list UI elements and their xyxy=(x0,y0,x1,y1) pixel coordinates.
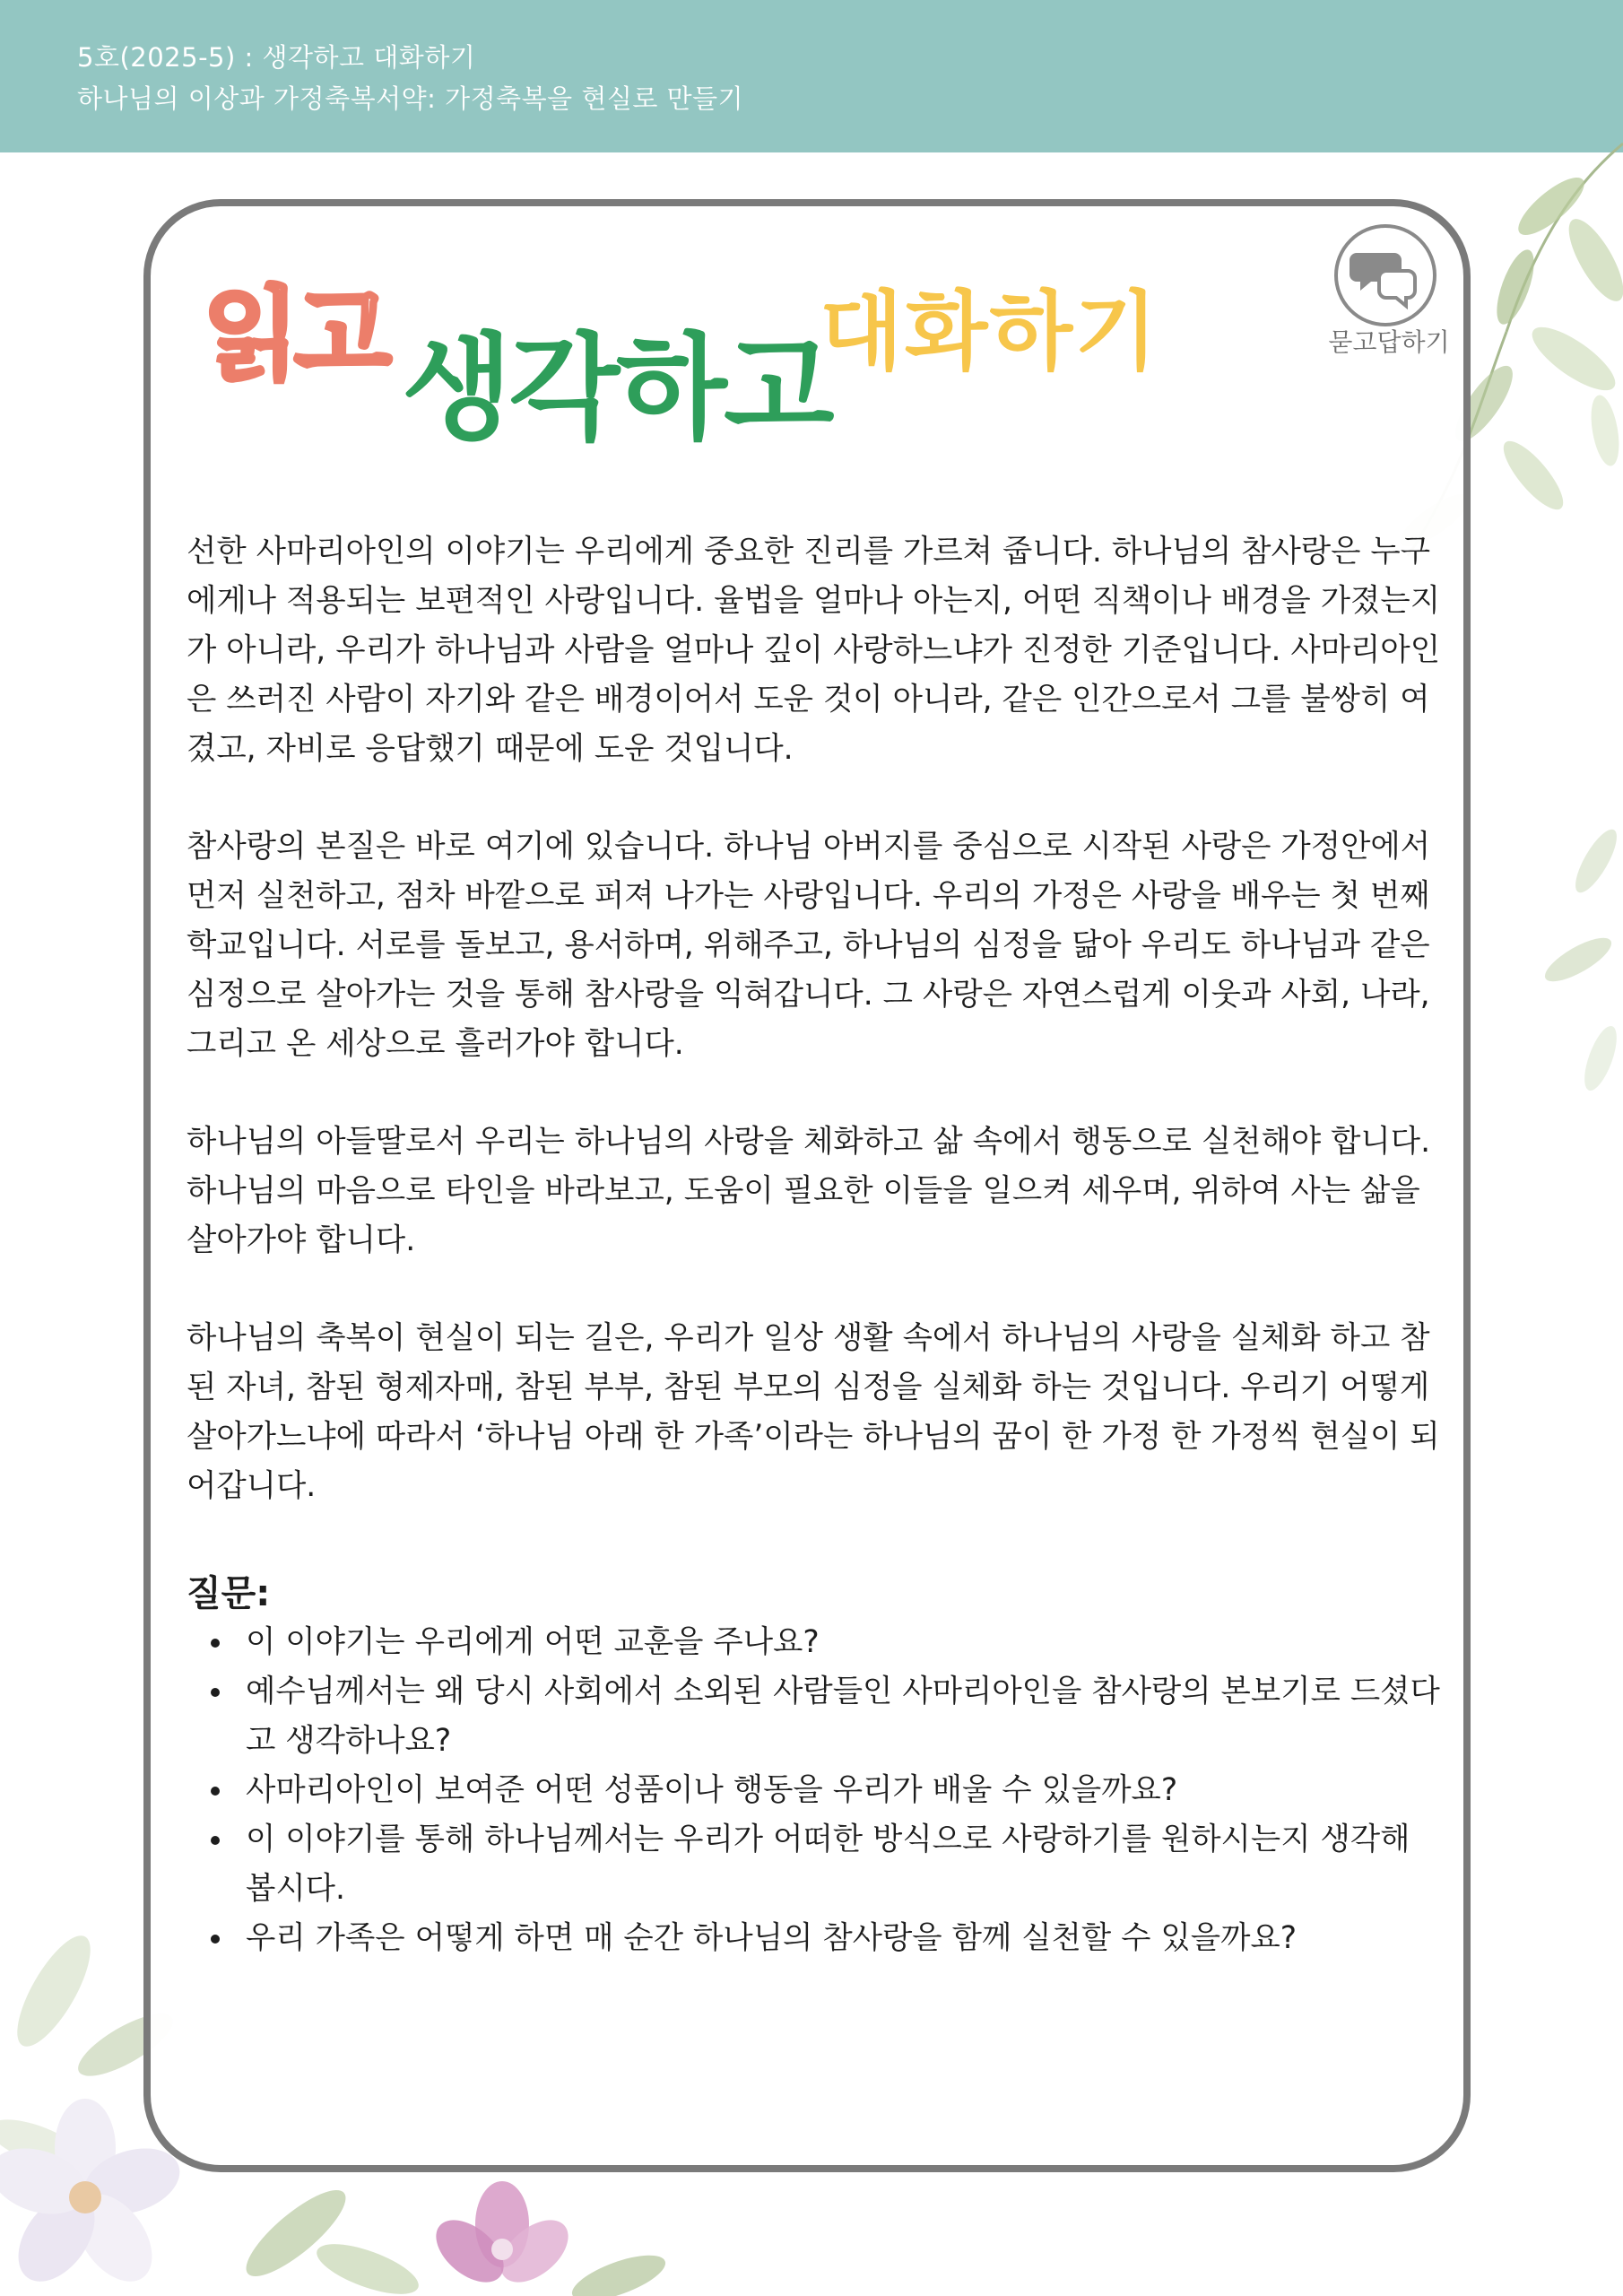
speech-bubbles-icon xyxy=(1332,222,1438,328)
article-body xyxy=(187,527,1442,1560)
questions-heading: 질문: xyxy=(187,1573,271,1614)
leaf-branch-decoration-icon xyxy=(1515,807,1623,1166)
paragraph: 선한 사마리아인의 이야기는 우리에게 중요한 진리를 가르쳐 줍니다. 하나님의 참사랑은 누구에게나 적용되는 보편적인 사랑입니다. 율법을 얼마나 아는지, 어떤 직책이나 배경을 가졌는지가 아니라, 우리가 하나님과 사람을 얼마나 깊이 사랑하느냐가 진정한 기준입니다. 사마리아인은 쓰러진 사람이 자기와 같은 배경이어서 도운 것이 아니라, 같은 인간으로서 그를 불쌍히 여겼고, 자비로 응답했기 때문에 도운 것입니다. xyxy=(187,534,1441,767)
title-talk: 대화하기 xyxy=(820,282,1159,382)
paragraph: 하나님의 축복이 현실이 되는 길은, 우리가 일상 생활 속에서 하나님의 사랑을 실체화 하고 참된 자녀, 참된 형제자매, 참된 부부, 참된 부모의 심정을 실체화 하는 것입니다. 우리기 어떻게 살아가느냐에 따라서 ‘하나님 아래 한 가족’이라는 하나님의 꿈이 한 가정 한 가정씩 현실이 되어갑니다. xyxy=(187,1320,1440,1504)
question-item: 예수님께서는 왜 당시 사회에서 소외된 사람들인 사마리아인을 참사랑의 본보기로 드셨다고 생각하나요? xyxy=(187,1667,1442,1766)
header-banner xyxy=(0,0,1623,152)
question-item: 사마리아인이 보여준 어떤 성품이나 행동을 우리가 배울 수 있을까요? xyxy=(187,1766,1442,1815)
question-item: 우리 가족은 어떻게 하면 매 순간 하나님의 참사랑을 함께 실천할 수 있을까요? xyxy=(187,1914,1442,1963)
questions-list xyxy=(187,1618,1442,1963)
paragraph: 참사랑의 본질은 바로 여기에 있습니다. 하나님 아버지를 중심으로 시작된 사랑은 가정안에서 먼저 실천하고, 점차 바깥으로 퍼져 나가는 사랑입니다. 우리의 가정은 사랑을 배우는 첫 번째 학교입니다. 서로를 돌보고, 용서하며, 위해주고, 하나님의 심정을 닮아 우리도 하나님과 같은 심정으로 살아가는 것을 통해 참사랑을 익혀갑니다. 그 사랑은 자연스럽게 이웃과 사회, 나라, 그리고 온 세상으로 흘러가야 합니다. xyxy=(187,829,1431,1062)
question-item: 이 이야기는 우리에게 어떤 교훈을 주나요? xyxy=(187,1618,1442,1667)
paragraph: 하나님의 아들딸로서 우리는 하나님의 사랑을 체화하고 삶 속에서 행동으로 실천해야 합니다. 하나님의 마음으로 타인을 바라보고, 도움이 필요한 이들을 일으켜 세우며, 위하여 사는 삶을 살아가야 합니다. xyxy=(187,1124,1431,1258)
question-item: 이 이야기를 통해 하나님께서는 우리가 어떠한 방식으로 사랑하기를 원하시는지 생각해 봅시다. xyxy=(187,1815,1442,1914)
title-read: 읽고 xyxy=(203,277,386,394)
title-think: 생각하고 xyxy=(402,322,831,456)
qa-label: 묻고답하기 xyxy=(1328,327,1450,357)
issue-title: 5호(2025-5) : 생각하고 대화하기 xyxy=(77,42,476,73)
issue-subtitle: 하나님의 이상과 가정축복서약: 가정축복을 현실로 만들기 xyxy=(77,83,744,114)
